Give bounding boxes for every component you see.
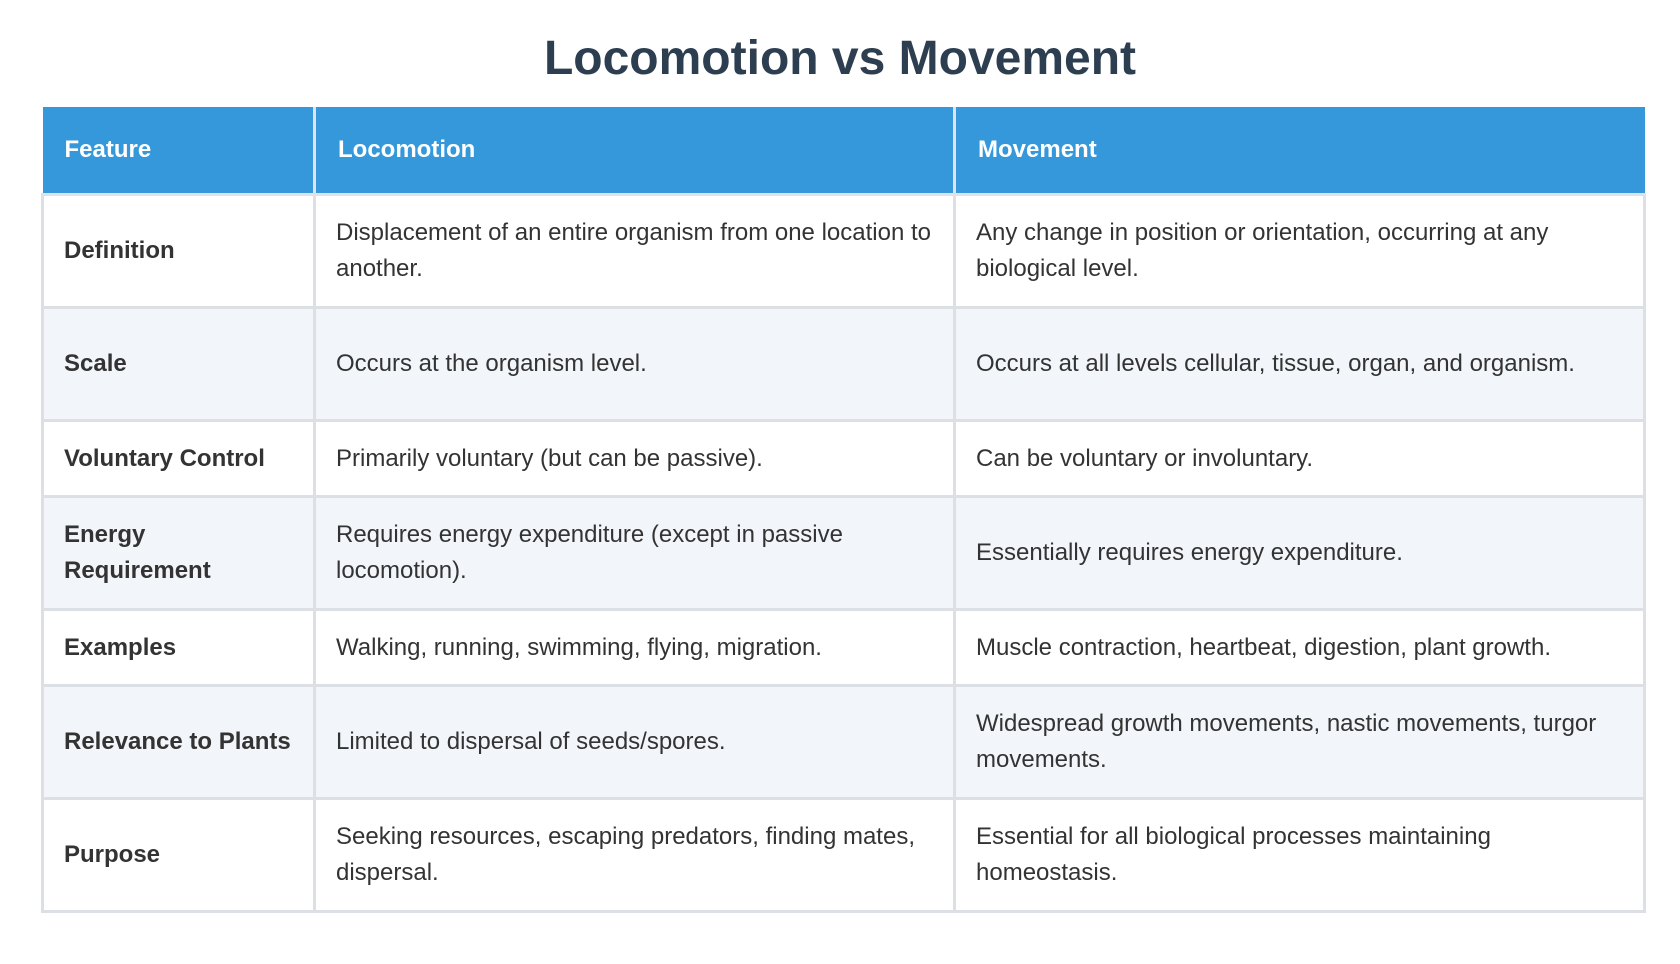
movement-cell: Any change in position or orientation, occurring at any biological level. bbox=[955, 195, 1645, 308]
table-row bbox=[43, 610, 1645, 686]
locomotion-cell: Requires energy expenditure (except in passive locomotion). bbox=[315, 497, 955, 610]
movement-cell: Essentially requires energy expenditure. bbox=[955, 497, 1645, 610]
locomotion-cell: Limited to dispersal of seeds/spores. bbox=[315, 686, 955, 799]
table-row bbox=[43, 308, 1645, 421]
feature-cell: Voluntary Control bbox=[43, 421, 315, 497]
table-row bbox=[43, 195, 1645, 308]
column-header-movement: Movement bbox=[955, 107, 1645, 195]
feature-cell: Examples bbox=[43, 610, 315, 686]
table-row bbox=[43, 686, 1645, 799]
table-row bbox=[43, 421, 1645, 497]
movement-cell: Occurs at all levels cellular, tissue, organ, and organism. bbox=[955, 308, 1645, 421]
table-header-row bbox=[43, 107, 1645, 195]
feature-cell: Scale bbox=[43, 308, 315, 421]
feature-cell: Definition bbox=[43, 195, 315, 308]
column-header-feature: Feature bbox=[43, 107, 315, 195]
movement-cell: Can be voluntary or involuntary. bbox=[955, 421, 1645, 497]
locomotion-cell: Walking, running, swimming, flying, migration. bbox=[315, 610, 955, 686]
locomotion-cell: Displacement of an entire organism from one location to another. bbox=[315, 195, 955, 308]
table-row bbox=[43, 497, 1645, 610]
column-header-locomotion: Locomotion bbox=[315, 107, 955, 195]
feature-cell: Energy Requirement bbox=[43, 497, 315, 610]
page-title: Locomotion vs Movement bbox=[543, 32, 1137, 85]
locomotion-cell: Primarily voluntary (but can be passive). bbox=[315, 421, 955, 497]
feature-cell: Relevance to Plants bbox=[43, 686, 315, 799]
movement-cell: Essential for all biological processes maintaining homeostasis. bbox=[955, 799, 1645, 912]
table-row bbox=[43, 799, 1645, 912]
movement-cell: Muscle contraction, heartbeat, digestion, plant growth. bbox=[955, 610, 1645, 686]
movement-cell: Widespread growth movements, nastic movements, turgor movements. bbox=[955, 686, 1645, 799]
comparison-table bbox=[41, 107, 1646, 913]
feature-cell: Purpose bbox=[43, 799, 315, 912]
locomotion-cell: Occurs at the organism level. bbox=[315, 308, 955, 421]
locomotion-cell: Seeking resources, escaping predators, finding mates, dispersal. bbox=[315, 799, 955, 912]
